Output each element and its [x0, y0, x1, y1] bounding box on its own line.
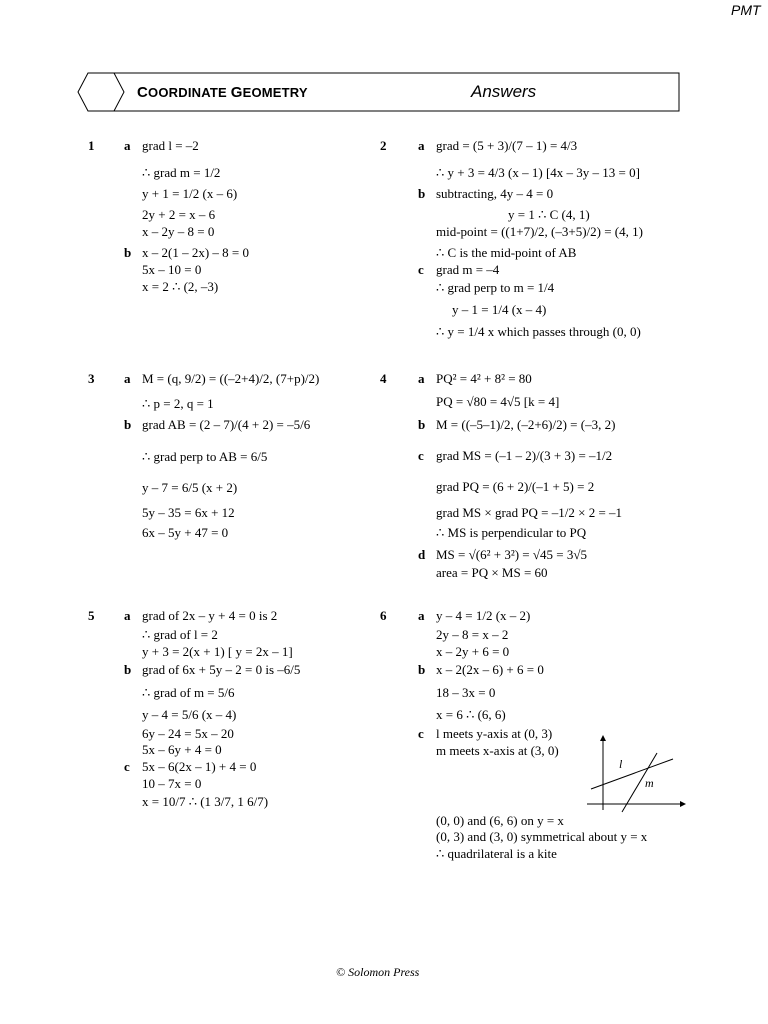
part-label: c — [418, 262, 424, 277]
part-label: b — [418, 186, 426, 201]
answer-line: ∴ grad perp to m = 1/4 — [436, 280, 555, 295]
answer-line: M = (q, 9/2) = ((–2+4)/2, (7+p)/2) — [142, 371, 320, 386]
answer-line: 18 – 3x = 0 — [436, 685, 496, 700]
part-label: d — [418, 547, 426, 562]
question-number: 3 — [88, 371, 95, 386]
part-label: c — [418, 448, 424, 463]
part-label: b — [124, 662, 132, 677]
answers-label: Answers — [471, 82, 537, 101]
part-label: a — [418, 138, 425, 153]
answer-line: grad l = –2 — [142, 138, 199, 153]
answer-line: PQ² = 4² + 8² = 80 — [436, 371, 532, 386]
part-label: b — [418, 662, 426, 677]
answer-line: grad PQ = (6 + 2)/(–1 + 5) = 2 — [436, 479, 595, 494]
answer-line: 2y + 2 = x – 6 — [142, 207, 216, 222]
answer-line: x – 2(2x – 6) + 6 = 0 — [436, 662, 544, 677]
footer-copyright: © Solomon Press — [336, 965, 420, 979]
answer-line: x – 2y + 6 = 0 — [436, 644, 510, 659]
answer-line: grad AB = (2 – 7)/(4 + 2) = –5/6 — [142, 417, 311, 432]
answer-line: x – 2y – 8 = 0 — [142, 224, 215, 239]
answer-line: ∴ MS is perpendicular to PQ — [436, 525, 587, 540]
answer-line: 5x – 6(2x – 1) + 4 = 0 — [142, 759, 257, 774]
answer-line: area = PQ × MS = 60 — [436, 565, 548, 580]
answer-line: y – 4 = 5/6 (x – 4) — [142, 707, 237, 722]
answer-line: y + 3 = 2(x + 1) [ y = 2x – 1] — [142, 644, 293, 659]
question-number: 2 — [380, 138, 387, 153]
answer-line: grad of 2x – y + 4 = 0 is 2 — [142, 608, 278, 623]
part-label: a — [124, 608, 131, 623]
answer-line: ∴ y = 1/4 x which passes through (0, 0) — [436, 324, 641, 339]
answer-line: grad MS = (–1 – 2)/(3 + 3) = –1/2 — [436, 448, 613, 463]
answer-line: grad of 6x + 5y – 2 = 0 is –6/5 — [142, 662, 301, 677]
answer-line: ∴ y + 3 = 4/3 (x – 1) [4x – 3y – 13 = 0] — [436, 165, 640, 180]
answer-line: PQ = √80 = 4√5 [k = 4] — [436, 394, 560, 409]
answer-line: 6y – 24 = 5x – 20 — [142, 726, 234, 741]
page-title: COORDINATE GEOMETRY — [137, 84, 308, 101]
hexagon-icon — [78, 73, 124, 111]
part-label: a — [418, 608, 425, 623]
answer-line: 5y – 35 = 6x + 12 — [142, 505, 235, 520]
line-m-label: m — [645, 776, 654, 790]
part-label: a — [418, 371, 425, 386]
line-l-label: l — [619, 757, 623, 771]
part-label: b — [124, 245, 132, 260]
answer-line: grad MS × grad PQ = –1/2 × 2 = –1 — [436, 505, 623, 520]
answer-line: ∴ p = 2, q = 1 — [142, 396, 214, 411]
answer-line: 5x – 6y + 4 = 0 — [142, 742, 222, 757]
kite-diagram — [583, 734, 688, 814]
question-number: 5 — [88, 608, 95, 623]
answer-line: ∴ quadrilateral is a kite — [436, 846, 557, 861]
answer-line: subtracting, 4y – 4 = 0 — [436, 186, 554, 201]
part-label: c — [418, 726, 424, 741]
corner-label: PMT — [731, 2, 761, 18]
answer-line: l meets y-axis at (0, 3) — [436, 726, 553, 741]
question-number: 1 — [88, 138, 95, 153]
answer-line: ∴ C is the mid-point of AB — [436, 245, 577, 260]
answer-line: x = 10/7 ∴ (1 3/7, 1 6/7) — [142, 794, 269, 809]
answer-line: y – 1 = 1/4 (x – 4) — [452, 302, 547, 317]
part-label: a — [124, 138, 131, 153]
question-number: 6 — [380, 608, 387, 623]
answer-line: x = 2 ∴ (2, –3) — [142, 279, 219, 294]
answer-line: ∴ grad of m = 5/6 — [142, 685, 235, 700]
answer-line: M = ((–5–1)/2, (–2+6)/2) = (–3, 2) — [436, 417, 616, 432]
part-label: c — [124, 759, 130, 774]
answer-line: x = 6 ∴ (6, 6) — [436, 707, 506, 722]
answer-line: y – 4 = 1/2 (x – 2) — [436, 608, 531, 623]
answer-line: 10 – 7x = 0 — [142, 776, 202, 791]
answer-line: 6x – 5y + 47 = 0 — [142, 525, 229, 540]
answer-line: (0, 0) and (6, 6) on y = x — [436, 813, 564, 828]
part-label: b — [124, 417, 132, 432]
answer-line: y + 1 = 1/2 (x – 6) — [142, 186, 238, 201]
answer-line: grad m = –4 — [436, 262, 500, 277]
answer-line: (0, 3) and (3, 0) symmetrical about y = x — [436, 829, 648, 844]
answer-line: ∴ grad of l = 2 — [142, 627, 218, 642]
answer-line: mid-point = ((1+7)/2, (–3+5)/2) = (4, 1) — [436, 224, 643, 239]
answer-line: MS = √(6² + 3²) = √45 = 3√5 — [436, 547, 587, 562]
part-label: b — [418, 417, 426, 432]
answer-line: 2y – 8 = x – 2 — [436, 627, 509, 642]
answer-line: y = 1 ∴ C (4, 1) — [508, 207, 590, 222]
answer-line: 5x – 10 = 0 — [142, 262, 202, 277]
answer-line: x – 2(1 – 2x) – 8 = 0 — [142, 245, 249, 260]
answer-line: grad = (5 + 3)/(7 – 1) = 4/3 — [436, 138, 578, 153]
answer-line: ∴ grad m = 1/2 — [142, 165, 221, 180]
answer-line: y – 7 = 6/5 (x + 2) — [142, 480, 238, 495]
question-number: 4 — [380, 371, 387, 386]
part-label: a — [124, 371, 131, 386]
answer-line: ∴ grad perp to AB = 6/5 — [142, 449, 268, 464]
answer-line: m meets x-axis at (3, 0) — [436, 743, 559, 758]
